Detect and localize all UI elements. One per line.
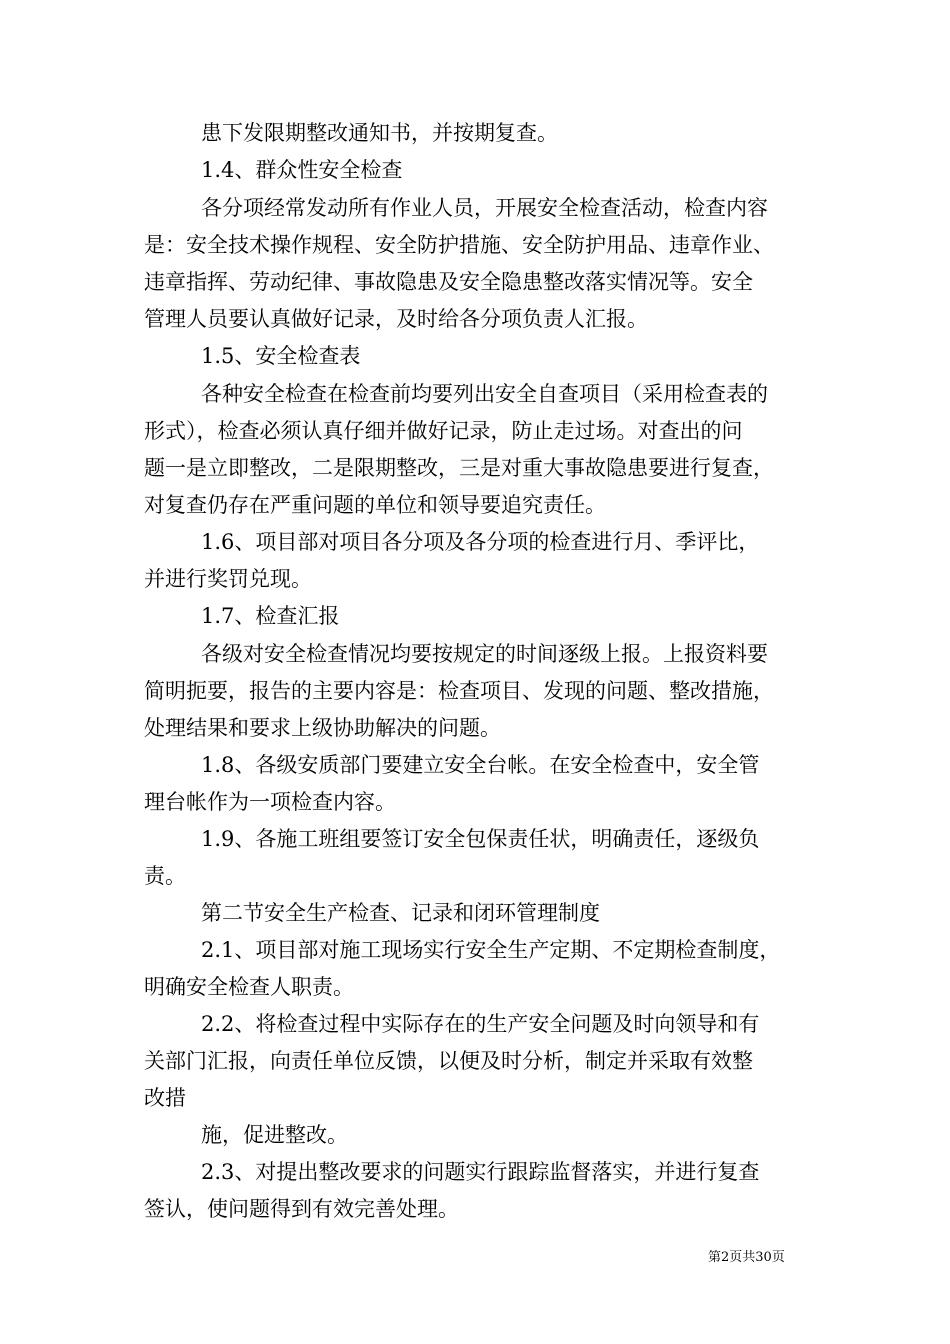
text-line: 改措 (144, 1086, 186, 1110)
text-line: 是：安全技术操作规程、安全防护措施、安全防护用品、违章作业、 (144, 233, 774, 257)
text-line: 1.6、项目部对项目各分项及各分项的检查进行月、季评比， (201, 530, 760, 554)
section-heading: 第二节安全生产检查、记录和闭环管理制度 (201, 901, 600, 925)
text-line: 2.2、将检查过程中实际存在的生产安全问题及时向领导和有 (201, 1012, 760, 1036)
text-line: 各种安全检查在检查前均要列出安全自查项目（采用检查表的 (201, 382, 768, 406)
text-line: 管理人员要认真做好记录，及时给各分项负责人汇报。 (144, 307, 648, 331)
text-line: 理台帐作为一项检查内容。 (144, 790, 396, 814)
section-heading: 1.5、安全检查表 (201, 344, 361, 368)
text-line: 责。 (144, 864, 186, 888)
section-heading: 1.4、群众性安全检查 (201, 158, 403, 182)
text-line: 2.3、对提出整改要求的问题实行跟踪监督落实，并进行复查 (201, 1160, 760, 1184)
text-line: 1.9、各施工班组要签订安全包保责任状，明确责任，逐级负 (201, 827, 760, 851)
page-number-footer: 第2页共30页 (708, 1250, 785, 1265)
text-line: 处理结果和要求上级协助解决的问题。 (144, 716, 501, 740)
text-line: 简明扼要，报告的主要内容是：检查项目、发现的问题、整改措施， (144, 679, 774, 703)
text-line: 施，促进整改。 (201, 1123, 348, 1147)
text-line: 违章指挥、劳动纪律、事故隐患及安全隐患整改落实情况等。安全 (144, 270, 753, 294)
text-line: 形式），检查必须认真仔细并做好记录，防止走过场。对查出的问 (144, 419, 743, 443)
text-line: 2.1、项目部对施工现场实行安全生产定期、不定期检查制度， (201, 938, 781, 962)
text-line: 明确安全检查人职责。 (144, 975, 354, 999)
text-line: 各级对安全检查情况均要按规定的时间逐级上报。上报资料要 (201, 642, 768, 666)
text-line: 题一是立即整改，二是限期整改，三是对重大事故隐患要进行复查， (144, 456, 774, 480)
text-line: 关部门汇报，向责任单位反馈，以便及时分析，制定并采取有效整 (144, 1049, 753, 1073)
text-line: 签认，使问题得到有效完善处理。 (144, 1197, 459, 1221)
text-line: 各分项经常发动所有作业人员，开展安全检查活动，检查内容 (201, 196, 768, 220)
text-line: 并进行奖罚兑现。 (144, 567, 312, 591)
text-line: 1.8、各级安质部门要建立安全台帐。在安全检查中，安全管 (201, 753, 760, 777)
text-line: 对复查仍存在严重问题的单位和领导要追究责任。 (144, 493, 606, 517)
text-line: 患下发限期整改通知书，并按期复查。 (201, 121, 558, 145)
section-heading: 1.7、检查汇报 (201, 604, 340, 628)
